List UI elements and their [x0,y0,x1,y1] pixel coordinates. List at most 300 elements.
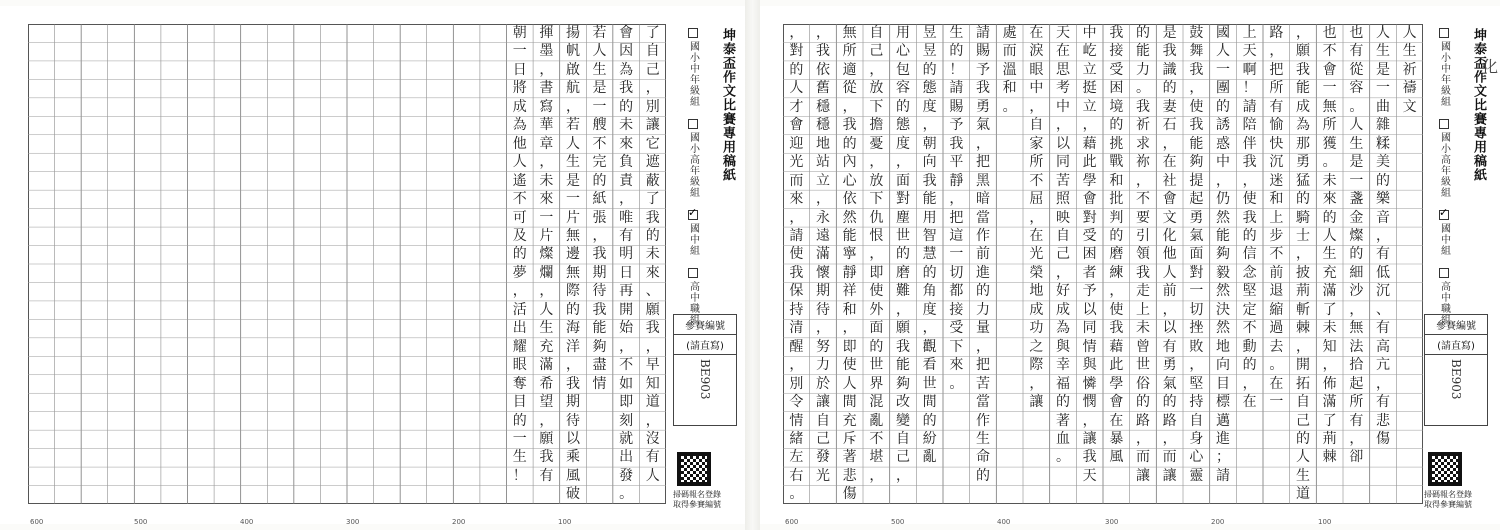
page-gutter [745,0,760,530]
essay-character: 生 [1322,246,1337,263]
essay-character: 所 [842,43,857,60]
essay-character: 以 [1082,301,1097,318]
tick-label: 100 [1318,518,1332,526]
essay-character: 右 [789,467,804,484]
checkbox-checked-icon[interactable] [1439,210,1449,220]
essay-character: 的 [975,283,990,300]
essay-character: ， [1055,117,1070,134]
essay-character: 己 [1055,246,1070,263]
essay-column [1370,24,1397,448]
essay-character: 音 [1375,209,1390,226]
essay-character: 下 [869,191,884,208]
tick-label: 200 [1211,518,1225,526]
essay-character: 未 [539,172,554,189]
essay-character: ， [1242,375,1257,392]
essay-character: 適 [842,61,857,78]
essay-character: 風 [1109,449,1124,466]
essay-character: ， [512,283,527,300]
essay-character: 我 [645,209,660,226]
essay-character: 出 [619,449,634,466]
essay-character: 力 [1135,61,1150,78]
essay-character: 困 [1082,246,1097,263]
essay-character: 幸 [1055,357,1070,374]
essay-character: 和 [842,301,857,318]
essay-character: 步 [1269,227,1284,244]
essay-column [863,24,890,485]
essay-character: 我 [1242,209,1257,226]
essay-column [560,24,587,504]
essay-character: 我 [565,375,580,392]
essay-character: 請 [1242,98,1257,115]
essay-character: 一 [512,43,527,60]
essay-column [970,24,997,485]
essay-character: 未 [619,117,634,134]
essay-character: 朝 [512,25,527,41]
essay-character: 人 [645,467,660,484]
qr-caption-line: 取得參賽編號 [673,500,721,509]
essay-character: ， [1189,80,1204,97]
essay-character: 度 [895,135,910,152]
essay-character: 身 [1189,430,1204,447]
essay-character: 艘 [592,117,607,134]
essay-character: 乘 [565,449,580,466]
essay-character: 負 [619,154,634,171]
essay-column [1156,24,1183,485]
group-option[interactable] [675,119,711,198]
essay-character: 心 [895,43,910,60]
essay-character: 縮 [1269,301,1284,318]
essay-character: 期 [592,264,607,281]
essay-character: 賜 [975,43,990,60]
essay-character: 內 [842,154,857,171]
essay-character: 所 [1269,80,1284,97]
essay-character: 下 [869,98,884,115]
essay-character: 燦 [1349,227,1364,244]
essay-character: 的 [895,246,910,263]
essay-character: ， [565,98,580,115]
essay-character: 的 [1375,172,1390,189]
essay-character: 中 [1055,98,1070,115]
essay-character: 光 [789,154,804,171]
essay-character: 了 [645,25,660,41]
essay-character: 予 [1082,283,1097,300]
essay-character: ， [1349,301,1364,318]
essay-character: 令 [789,394,804,411]
essay-character: 有 [1375,246,1390,263]
essay-character: 放 [869,80,884,97]
essay-character: 唯 [619,209,634,226]
essay-character: 願 [1295,43,1310,60]
essay-character: 憐 [1082,375,1097,392]
essay-character: 道 [1295,486,1310,503]
essay-character: 學 [1109,375,1124,392]
essay-character: 能 [895,357,910,374]
essay-character: 的 [1162,394,1177,411]
essay-character: 的 [1055,394,1070,411]
essay-character: 來 [1322,191,1337,208]
essay-character: ， [565,357,580,374]
essay-character: 邁 [1215,412,1230,429]
essay-character: 遙 [512,172,527,189]
essay-character: 能 [1215,227,1230,244]
essay-character: 在 [1029,227,1044,244]
essay-character: 不 [512,191,527,208]
essay-character: 穩 [815,117,830,134]
essay-character: ， [1082,412,1097,429]
essay-character: 一 [949,246,964,263]
essay-character: 作 [975,412,990,429]
essay-character: ， [922,320,937,337]
checkbox-checked-icon[interactable] [688,210,698,220]
essay-character: 滿 [1322,394,1337,411]
entry-number-value: BE903 [698,359,712,400]
essay-character: 期 [565,394,580,411]
group-label: 國小高年級組 [687,132,699,198]
essay-character: 舞 [1189,43,1204,60]
essay-column [1183,24,1210,485]
essay-character: 就 [619,430,634,447]
essay-character: 片 [565,209,580,226]
entry-number-box [1424,314,1488,426]
essay-character: 對 [1082,209,1097,226]
essay-character: 自 [1029,117,1044,134]
essay-character: 美 [1375,154,1390,171]
essay-character: 早 [645,357,660,374]
essay-character: 祥 [842,283,857,300]
entry-number-box [673,314,737,426]
essay-character: 引 [1135,227,1150,244]
essay-character: 立 [1082,61,1097,78]
essay-character: 把 [975,357,990,374]
essay-character: 人 [1349,117,1364,134]
essay-character: 。 [949,375,964,392]
essay-character: 明 [619,246,634,263]
essay-character: 敗 [1189,338,1204,355]
essay-character: 人 [1402,25,1417,41]
essay-character: 棘 [1322,449,1337,466]
essay-character: 生 [1349,135,1364,152]
essay-character: 的 [1242,227,1257,244]
essay-character: 而 [789,172,804,189]
essay-column [586,24,613,393]
essay-character: 能 [1189,135,1204,152]
essay-character: 走 [1135,283,1150,300]
essay-character: ， [922,117,937,134]
essay-character: 持 [789,301,804,318]
essay-character: 使 [1189,98,1204,115]
essay-character: 當 [975,209,990,226]
essay-character: 佈 [1322,375,1337,392]
essay-character: 如 [619,375,634,392]
essay-character: 始 [619,320,634,337]
essay-character: 文 [1402,98,1417,115]
essay-character: 生 [592,61,607,78]
essay-character: 快 [1269,135,1284,152]
essay-character: 難 [895,283,910,300]
essay-character: 奪 [512,375,527,392]
essay-character: 勇 [1162,357,1177,374]
essay-character: 寧 [842,246,857,263]
checkbox-icon[interactable] [688,268,698,278]
tick-label: 300 [1105,518,1119,526]
essay-character: 前 [975,246,990,263]
essay-character: 成 [1295,98,1310,115]
essay-character: 世 [922,375,937,392]
essay-character: 力 [975,301,990,318]
group-option[interactable] [1426,119,1462,198]
essay-character: 可 [512,209,527,226]
essay-character: 努 [815,338,830,355]
essay-character: 願 [895,320,910,337]
essay-character: 伴 [1242,135,1257,152]
essay-character: 起 [1349,375,1364,392]
checkbox-icon[interactable] [688,28,698,38]
checkbox-icon[interactable] [1439,268,1449,278]
essay-character: 而 [1002,43,1017,60]
essay-character: 我 [1082,449,1097,466]
essay-character: 態 [895,117,910,134]
essay-character: 禱 [1402,80,1417,97]
essay-character: 前 [1269,264,1284,281]
essay-character: 當 [975,394,990,411]
essay-character: 同 [1055,154,1070,171]
essay-character: 的 [1349,246,1364,263]
essay-character: 。 [789,486,804,503]
checkbox-icon[interactable] [688,119,698,129]
essay-character: 作 [975,227,990,244]
essay-character: 的 [512,412,527,429]
essay-character: 來 [539,191,554,208]
essay-character: 我 [592,301,607,318]
essay-character: 我 [1135,98,1150,115]
essay-character: ， [1295,338,1310,355]
essay-character: 仍 [1215,191,1230,208]
essay-character: 與 [1082,357,1097,374]
essay-character: 進 [1215,430,1230,447]
essay-character: 己 [895,449,910,466]
checkbox-icon[interactable] [1439,119,1449,129]
essay-character: 識 [1162,61,1177,78]
essay-character: ， [975,135,990,152]
checkbox-icon[interactable] [1439,28,1449,38]
essay-character: 於 [815,375,830,392]
essay-character: 藉 [1109,338,1124,355]
essay-character: 惑 [1215,135,1230,152]
essay-character: ， [815,191,830,208]
essay-character: 上 [1242,25,1257,41]
essay-character: 我 [539,449,554,466]
essay-character: 切 [949,264,964,281]
essay-character: 再 [619,283,634,300]
essay-character: ， [895,154,910,171]
essay-character: 日 [619,264,634,281]
essay-column [890,24,917,485]
group-option[interactable] [1426,210,1462,256]
essay-character: 有 [619,227,634,244]
essay-character: 能 [922,191,937,208]
essay-character: 在 [1269,375,1284,392]
essay-character: 以 [565,430,580,447]
entry-number-header: 參賽編號 [674,315,736,335]
essay-character: 發 [619,467,634,484]
essay-character: 變 [895,412,910,429]
essay-character: 一 [565,191,580,208]
essay-character: 悲 [1375,412,1390,429]
essay-character: ， [645,338,660,355]
essay-character: 亢 [1375,357,1390,374]
essay-character: 一 [592,98,607,115]
tick-label: 600 [30,518,44,526]
essay-character: 面 [1189,246,1204,263]
essay-character: 讓 [1082,430,1097,447]
essay-character: ， [1349,430,1364,447]
essay-character: 責 [619,172,634,189]
essay-character: 著 [1055,412,1070,429]
essay-character: 立 [815,172,830,189]
essay-character: 未 [1322,320,1337,337]
essay-character: 的 [1135,394,1150,411]
essay-character: 無 [842,25,857,41]
essay-character: 下 [949,338,964,355]
essay-character: 我 [1109,320,1124,337]
essay-character: 一 [1322,80,1337,97]
essay-character: 路 [1269,25,1284,41]
essay-character: 來 [789,191,804,208]
essay-character: ， [842,320,857,337]
essay-character: 日 [512,61,527,78]
essay-character: 世 [1135,357,1150,374]
essay-character: 刻 [619,412,634,429]
essay-character: 清 [789,320,804,337]
tick-label: 500 [891,518,905,526]
essay-character: 氣 [975,117,990,134]
essay-character: 生 [512,449,527,466]
essay-character: 放 [869,172,884,189]
group-option[interactable] [675,210,711,256]
essay-character: 一 [512,430,527,447]
essay-character: ， [1162,430,1177,447]
essay-character: 生 [1375,43,1390,60]
essay-character: 看 [922,357,937,374]
essay-character: ， [895,301,910,318]
essay-character: 要 [1135,209,1150,226]
essay-character: ， [1375,227,1390,244]
essay-character: 境 [1109,98,1124,115]
tick-label: 400 [240,518,254,526]
essay-character: 的 [895,98,910,115]
essay-character: 我 [789,264,804,281]
essay-character: 勇 [1295,154,1310,171]
essay-character: 夠 [1215,246,1230,263]
essay-character: 曾 [1135,338,1150,355]
essay-character: 能 [842,227,857,244]
essay-character: 信 [1242,246,1257,263]
essay-character: 以 [1162,320,1177,337]
essay-column [533,24,560,485]
essay-character: 靈 [1189,467,1204,484]
essay-character: 溫 [1002,61,1017,78]
essay-character: 洋 [565,338,580,355]
essay-character: 慧 [922,246,937,263]
essay-character: 照 [1055,191,1070,208]
essay-character: ， [789,357,804,374]
essay-character: 愉 [1269,117,1284,134]
essay-character: 妻 [1162,98,1177,115]
essay-character: 受 [949,320,964,337]
essay-character: 面 [869,320,884,337]
essay-character: 然 [842,209,857,226]
essay-character: 過 [1269,320,1284,337]
essay-character: 角 [922,283,937,300]
essay-character: 金 [1349,209,1364,226]
qr-caption [673,490,737,510]
essay-character: 請 [789,227,804,244]
essay-character: 恨 [869,227,884,244]
essay-character: 誘 [1215,117,1230,134]
essay-character: 困 [1109,80,1124,97]
essay-character: 對 [789,43,804,60]
essay-character: ， [1082,117,1097,134]
essay-character: 會 [1322,61,1337,78]
essay-character: 石 [1162,117,1177,134]
essay-column [613,24,640,504]
group-option[interactable] [1426,28,1462,107]
essay-character: 盞 [1349,191,1364,208]
essay-character: 啊 [1242,61,1257,78]
essay-character: 書 [539,80,554,97]
essay-character: 將 [512,80,527,97]
essay-character: 永 [815,209,830,226]
essay-character: 的 [1215,98,1230,115]
group-option[interactable] [675,28,711,107]
essay-character: 包 [895,61,910,78]
essay-character: 光 [1029,246,1044,263]
essay-character: 我 [922,172,937,189]
essay-character: 亂 [869,412,884,429]
entry-number-value: BE903 [1449,359,1463,400]
essay-character: 的 [619,98,634,115]
essay-character: 自 [869,25,884,41]
essay-character: 混 [869,394,884,411]
essay-character: 成 [1029,301,1044,318]
essay-character: 持 [1189,394,1204,411]
essay-character: 為 [619,61,634,78]
essay-character: 我 [592,246,607,263]
essay-character: 能 [592,320,607,337]
essay-character: 然 [1215,320,1230,337]
essay-character: ， [1029,375,1044,392]
essay-character: 練 [1109,264,1124,281]
essay-character: 的 [1135,25,1150,41]
essay-character: 起 [1189,191,1204,208]
essay-character: 法 [1349,338,1364,355]
essay-character: 命 [975,449,990,466]
group-label: 高中職組 [687,281,699,325]
entry-number-note: (請直寫) [674,335,736,355]
essay-character: 地 [1029,283,1044,300]
essay-character: 化 [1162,227,1177,244]
essay-column [1130,24,1157,485]
group-label: 高中職組 [1438,281,1450,325]
essay-character: 家 [1029,135,1044,152]
essay-character: 人 [842,375,857,392]
essay-character: 願 [645,301,660,318]
essay-character: 若 [565,117,580,134]
essay-character: 騎 [1295,209,1310,226]
essay-character: 使 [869,283,884,300]
essay-character: 福 [1055,375,1070,392]
essay-character: ， [619,338,634,355]
